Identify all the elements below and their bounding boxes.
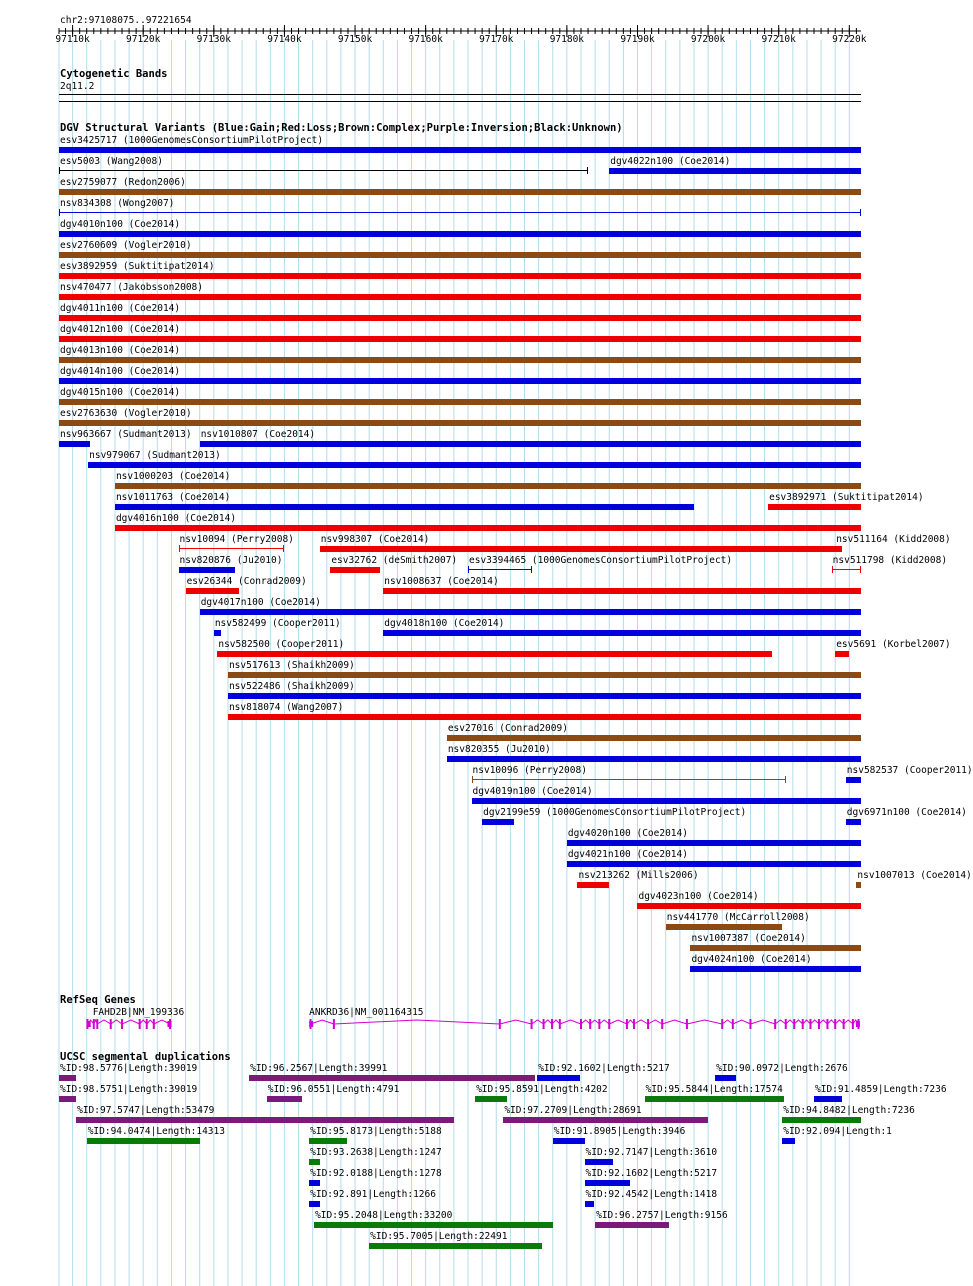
dgv-variant-bar[interactable] [447, 756, 861, 762]
segdup-bar-label[interactable]: %ID:96.2567|Length:39991 [250, 1063, 388, 1074]
segdup-bar[interactable] [87, 1138, 200, 1144]
dgv-variant-bar-label[interactable]: nsv1007013 (Coe2014) [857, 870, 972, 881]
dgv-variant-bar-label[interactable]: nsv522486 (Shaikh2009) [228, 681, 355, 692]
dgv-variant-bar-label[interactable]: nsv1011763 (Coe2014) [115, 492, 231, 503]
refseq-exon [333, 1019, 335, 1029]
refseq-exon [499, 1019, 501, 1029]
dgv-variant-bar-label[interactable]: nsv1010807 (Coe2014) [200, 429, 316, 440]
dgv-variant-bar[interactable] [228, 714, 861, 720]
segdup-bar-label[interactable]: %ID:94.0474|Length:14313 [87, 1126, 225, 1137]
refseq-exon [793, 1019, 795, 1029]
segdup-bar[interactable] [782, 1117, 861, 1123]
dgv-variant-bar[interactable] [59, 315, 861, 321]
dgv-variant-bar-label[interactable]: esv3394465 (1000GenomesConsortiumPilotProject) [469, 555, 733, 566]
track-title-cytoband: Cytogenetic Bands [60, 68, 168, 80]
refseq-utr [856, 1021, 860, 1027]
dgv-variant-bar[interactable] [59, 357, 861, 363]
dgv-variant-bar[interactable] [59, 378, 861, 384]
segdup-bar-label[interactable]: %ID:95.8173|Length:5188 [310, 1126, 442, 1137]
dgv-variant-bar-label[interactable]: esv2763630 (Vogler2010) [60, 408, 192, 419]
track-title-refseq: RefSeq Genes [60, 994, 136, 1006]
dgv-variant-bar-label[interactable]: esv3892959 (Suktitipat2014) [60, 261, 215, 272]
dgv-variant-bar[interactable] [59, 212, 861, 213]
dgv-variant-bar[interactable] [320, 546, 835, 552]
dgv-variant-bar[interactable] [567, 840, 861, 846]
segdup-bar[interactable] [309, 1180, 320, 1186]
ruler-tick-label: 97160k [408, 34, 443, 45]
dgv-variant-bar[interactable] [59, 441, 90, 447]
dgv-variant-bar[interactable] [59, 399, 861, 405]
dgv-variant-bar-label[interactable]: nsv1008637 (Coe2014) [384, 576, 499, 587]
cytoband-bottom-line [59, 101, 861, 102]
dgv-variant-bar[interactable] [59, 336, 861, 342]
dgv-variant-bar-label[interactable]: dgv4016n100 (Coe2014) [115, 513, 237, 524]
segdup-bar[interactable] [503, 1117, 708, 1123]
cytoband-top-line [59, 94, 861, 95]
segdup-bar[interactable] [59, 1096, 76, 1102]
dgv-variant-bar[interactable] [179, 548, 285, 549]
dgv-variant-bar-label[interactable]: nsv582537 (Cooper2011) [846, 765, 973, 776]
dgv-variant-bar-label[interactable]: dgv4014n100 (Coe2014) [60, 366, 181, 377]
dgv-variant-bar[interactable] [690, 945, 861, 951]
dgv-variant-bar-label[interactable]: nsv582500 (Cooper2011) [218, 639, 345, 650]
dgv-variant-bar[interactable] [59, 189, 861, 195]
ruler-tick-label: 97220k [832, 34, 867, 45]
dgv-variant-bar-label[interactable]: dgv4020n100 (Coe2014) [567, 828, 688, 839]
refseq-exon [774, 1019, 776, 1029]
segdup-bar[interactable] [585, 1201, 594, 1207]
dgv-variant-bar[interactable] [468, 569, 532, 570]
refseq-exon [809, 1019, 811, 1029]
refseq-utr [309, 1021, 313, 1027]
dgv-variant-bar-label[interactable]: esv5003 (Wang2008) [60, 156, 163, 167]
dgv-variant-bar[interactable] [59, 273, 861, 279]
dgv-variant-bar-label[interactable]: nsv511798 (Kidd2008) [832, 555, 948, 566]
dgv-variant-bar[interactable] [59, 231, 861, 237]
segdup-bar-label[interactable]: %ID:92.094|Length:1 [783, 1126, 892, 1137]
dgv-variant-bar-label[interactable]: nsv213262 (Mills2006) [578, 870, 699, 881]
segdup-bar[interactable] [309, 1138, 346, 1144]
refseq-gene-label[interactable]: ANKRD36|NM_001164315 [309, 1007, 424, 1018]
dgv-variant-bar[interactable] [214, 630, 221, 636]
refseq-exon [589, 1019, 591, 1029]
dgv-variant-bar-label[interactable]: nsv820876 (Ju2010) [179, 555, 283, 566]
dgv-variant-bar-label[interactable]: dgv4021n100 (Coe2014) [567, 849, 688, 860]
refseq-exon [531, 1019, 533, 1029]
dgv-variant-bar-label[interactable]: esv32762 (deSmith2007) [331, 555, 458, 566]
segdup-bar[interactable] [782, 1138, 795, 1144]
dgv-variant-bar-label[interactable]: dgv2199e59 (1000GenomesConsortiumPilotProject) [483, 807, 747, 818]
refseq-exon [608, 1019, 610, 1029]
dgv-variant-bar-label[interactable]: dgv4017n100 (Coe2014) [200, 597, 321, 608]
segdup-bar[interactable] [59, 1075, 76, 1081]
dgv-variant-bar-label[interactable]: nsv470477 (Jakobsson2008) [60, 282, 203, 293]
refseq-gene-label[interactable]: FAHD2B|NM_199336 [92, 1007, 185, 1018]
segdup-bar[interactable] [76, 1117, 454, 1123]
cytoband-label[interactable]: 2q11.2 [60, 81, 95, 92]
refseq-exon [559, 1019, 561, 1029]
dgv-variant-bar-label[interactable]: dgv6971n100 (Coe2014) [846, 807, 967, 818]
refseq-exon [834, 1019, 836, 1029]
dgv-variant-bar[interactable] [330, 567, 379, 573]
dgv-variant-bar[interactable] [637, 903, 861, 909]
dgv-variant-bar[interactable] [835, 651, 849, 657]
dgv-variant-bar-label[interactable]: nsv820355 (Ju2010) [447, 744, 551, 755]
dgv-variant-bar-label[interactable]: esv26344 (Conrad2009) [186, 576, 307, 587]
refseq-exon [843, 1019, 845, 1029]
dgv-variant-bar-label[interactable]: nsv517613 (Shaikh2009) [228, 660, 355, 671]
dgv-variant-bar-label[interactable]: esv3425717 (1000GenomesConsortiumPilotProject) [60, 135, 324, 146]
segdup-bar[interactable] [369, 1243, 542, 1249]
dgv-variant-bar-label[interactable]: dgv4023n100 (Coe2014) [638, 891, 759, 902]
ruler-tick-label: 97120k [126, 34, 161, 45]
segdup-bar-label[interactable]: %ID:95.5844|Length:17574 [645, 1084, 783, 1095]
refseq-exon [749, 1019, 751, 1029]
refseq-exon [543, 1019, 545, 1029]
dgv-variant-bar[interactable] [228, 693, 861, 699]
dgv-variant-bar[interactable] [846, 819, 861, 825]
refseq-exon [686, 1019, 688, 1029]
dgv-variant-bar[interactable] [835, 546, 842, 552]
dgv-variant-bar[interactable] [59, 147, 861, 153]
dgv-variant-bar-label[interactable]: esv5691 (Korbel2007) [836, 639, 951, 650]
ruler-tick-label: 97110k [55, 34, 90, 45]
dgv-variant-bar[interactable] [115, 525, 861, 531]
dgv-variant-bar-label[interactable]: nsv10096 (Perry2008) [472, 765, 587, 776]
dgv-variant-bar-label[interactable]: nsv979067 (Sudmant2013) [89, 450, 221, 461]
track-title-dgv: DGV Structural Variants (Blue:Gain;Red:Loss;Brown:Complex;Purple:Inversion;Black:Unknown) [60, 122, 623, 134]
ruler-tick-label: 97170k [479, 34, 514, 45]
refseq-exon [818, 1019, 820, 1029]
dgv-variant-bar[interactable] [567, 861, 861, 867]
segdup-bar-label[interactable]: %ID:95.8591|Length:4202 [476, 1084, 608, 1095]
refseq-exon [580, 1019, 582, 1029]
refseq-exon [647, 1019, 649, 1029]
refseq-exon [785, 1019, 787, 1029]
dgv-variant-bar-label[interactable]: nsv834308 (Wong2007) [60, 198, 175, 209]
dgv-variant-bar-label[interactable]: dgv4013n100 (Coe2014) [60, 345, 181, 356]
dgv-variant-bar[interactable] [59, 170, 588, 171]
ruler-tick-label: 97190k [620, 34, 655, 45]
segdup-bar-label[interactable]: %ID:95.2048|Length:33200 [315, 1210, 453, 1221]
segdup-bar[interactable] [537, 1075, 579, 1081]
dgv-variant-bar-label[interactable]: dgv4024n100 (Coe2014) [691, 954, 812, 965]
refseq-exon [732, 1019, 734, 1029]
dgv-variant-bar-label[interactable]: nsv963667 (Sudmant2013) [60, 429, 192, 440]
segdup-bar[interactable] [475, 1096, 507, 1102]
dgv-variant-bar[interactable] [115, 483, 861, 489]
ruler-tick-label: 97210k [761, 34, 796, 45]
segdup-bar-label[interactable]: %ID:92.7147|Length:3610 [585, 1147, 718, 1158]
segdup-bar-label[interactable]: %ID:90.0972|Length:2676 [716, 1063, 848, 1074]
dgv-variant-bar[interactable] [383, 630, 861, 636]
dgv-variant-bar[interactable] [768, 504, 861, 510]
segdup-bar[interactable] [309, 1159, 320, 1165]
dgv-variant-bar-label[interactable]: dgv4012n100 (Coe2014) [60, 324, 181, 335]
dgv-variant-bar-label[interactable]: dgv4018n100 (Coe2014) [384, 618, 505, 629]
dgv-variant-bar-label[interactable]: nsv998307 (Coe2014) [320, 534, 430, 545]
refseq-exon [802, 1019, 804, 1029]
dgv-variant-bar-label[interactable]: dgv4019n100 (Coe2014) [472, 786, 593, 797]
segdup-bar-label[interactable]: %ID:98.5776|Length:39019 [60, 1063, 198, 1074]
dgv-variant-bar-label[interactable]: nsv1007387 (Coe2014) [691, 933, 806, 944]
dgv-variant-bar-label[interactable]: dgv4011n100 (Coe2014) [60, 303, 181, 314]
segdup-bar[interactable] [249, 1075, 535, 1081]
segdup-bar[interactable] [595, 1222, 669, 1228]
segdup-bar-label[interactable]: %ID:97.5747|Length:53479 [77, 1105, 215, 1116]
dgv-variant-bar-label[interactable]: dgv4010n100 (Coe2014) [60, 219, 181, 230]
dgv-variant-bar[interactable] [856, 882, 861, 888]
segdup-bar-label[interactable]: %ID:98.5751|Length:39019 [60, 1084, 198, 1095]
dgv-variant-bar-label[interactable]: dgv4022n100 (Coe2014) [610, 156, 731, 167]
segdup-bar[interactable] [585, 1180, 631, 1186]
dgv-variant-bar[interactable] [228, 672, 861, 678]
segdup-bar-label[interactable]: %ID:96.2757|Length:9156 [596, 1210, 728, 1221]
segdup-bar[interactable] [553, 1138, 585, 1144]
dgv-variant-bar-label[interactable]: esv2759077 (Redon2006) [60, 177, 186, 188]
ruler-tick-label: 97200k [690, 34, 726, 45]
dgv-variant-bar[interactable] [609, 168, 861, 174]
ruler-tick-label: 97140k [267, 34, 302, 45]
segdup-bar[interactable] [267, 1096, 302, 1102]
dgv-variant-bar-label[interactable]: esv27016 (Conrad2009) [447, 723, 568, 734]
segdup-bar[interactable] [309, 1201, 320, 1207]
refseq-exon [551, 1019, 553, 1029]
dgv-variant-bar-label[interactable]: nsv1000203 (Coe2014) [115, 471, 231, 482]
segdup-bar-label[interactable]: %ID:92.1602|Length:5217 [538, 1063, 670, 1074]
dgv-variant-bar[interactable] [59, 252, 861, 258]
dgv-variant-bar-label[interactable]: esv2760609 (Vogler2010) [60, 240, 192, 251]
dgv-variant-bar-label[interactable]: dgv4015n100 (Coe2014) [60, 387, 181, 398]
ruler-tick-label: 97150k [337, 34, 373, 45]
segdup-bar[interactable] [814, 1096, 842, 1102]
segdup-bar[interactable] [585, 1159, 613, 1165]
segdup-bar-label[interactable]: %ID:97.2709|Length:28691 [504, 1105, 642, 1116]
segdup-bar-label[interactable]: %ID:91.8905|Length:3946 [553, 1126, 686, 1137]
segdup-bar-label[interactable]: %ID:92.891|Length:1266 [310, 1189, 436, 1200]
ruler-tick-label: 97130k [196, 34, 231, 45]
refseq-exon [598, 1019, 600, 1029]
dgv-variant-bar[interactable] [472, 779, 786, 780]
segdup-bar-label[interactable]: %ID:95.7005|Length:22491 [370, 1231, 508, 1242]
dgv-variant-bar[interactable] [59, 294, 861, 300]
dgv-variant-bar[interactable] [200, 441, 861, 447]
dgv-variant-bar-label[interactable]: nsv10094 (Perry2008) [179, 534, 294, 545]
refseq-exon [661, 1019, 663, 1029]
position-readout: chr2:97108075..97221654 [60, 15, 192, 26]
dgv-variant-bar[interactable] [846, 777, 861, 783]
dgv-variant-bar[interactable] [179, 567, 235, 573]
segdup-bar-label[interactable]: %ID:92.4542|Length:1418 [585, 1189, 718, 1200]
dgv-variant-bar-label[interactable]: nsv818074 (Wang2007) [228, 702, 344, 713]
dgv-variant-bar-label[interactable]: nsv511164 (Kidd2008) [836, 534, 951, 545]
dgv-variant-bar[interactable] [690, 966, 861, 972]
segdup-bar[interactable] [314, 1222, 553, 1228]
dgv-variant-bar[interactable] [59, 420, 861, 426]
segdup-bar-label[interactable]: %ID:91.4859|Length:7236 [815, 1084, 947, 1095]
ruler-tick-label: 97180k [549, 34, 585, 45]
dgv-variant-bar[interactable] [482, 819, 514, 825]
dgv-variant-bar[interactable] [217, 651, 771, 657]
dgv-variant-bar[interactable] [186, 588, 239, 594]
refseq-gene-model[interactable] [0, 1016, 890, 1032]
segdup-bar-label[interactable]: %ID:96.0551|Length:4791 [267, 1084, 400, 1095]
dgv-variant-bar[interactable] [666, 924, 783, 930]
refseq-intron-line [311, 1020, 859, 1024]
segdup-bar[interactable] [645, 1096, 785, 1102]
dgv-variant-bar[interactable] [447, 735, 861, 741]
dgv-variant-bar[interactable] [472, 798, 861, 804]
dgv-variant-bar-label[interactable]: nsv582499 (Cooper2011) [214, 618, 341, 629]
dgv-variant-bar[interactable] [115, 504, 694, 510]
refseq-exon [826, 1019, 828, 1029]
segdup-bar[interactable] [715, 1075, 736, 1081]
dgv-variant-bar[interactable] [88, 462, 861, 468]
segdup-bar-label[interactable]: %ID:92.0188|Length:1278 [310, 1168, 442, 1179]
segdup-bar-label[interactable]: %ID:92.1602|Length:5217 [585, 1168, 718, 1179]
refseq-exon [721, 1019, 723, 1029]
track-title-segdups: UCSC segmental duplications [60, 1051, 231, 1063]
dgv-variant-bar[interactable] [832, 569, 861, 570]
segdup-bar-label[interactable]: %ID:94.8482|Length:7236 [783, 1105, 915, 1116]
segdup-bar-label[interactable]: %ID:93.2638|Length:1247 [310, 1147, 442, 1158]
dgv-variant-bar[interactable] [577, 882, 609, 888]
dgv-variant-bar[interactable] [200, 609, 861, 615]
refseq-exon [633, 1019, 635, 1029]
dgv-variant-bar-label[interactable]: esv3892971 (Suktitipat2014) [769, 492, 924, 503]
dgv-variant-bar[interactable] [383, 588, 861, 594]
dgv-variant-bar-label[interactable]: nsv441770 (McCarroll2008) [666, 912, 810, 923]
refseq-exon [852, 1019, 854, 1029]
refseq-exon [626, 1019, 628, 1029]
